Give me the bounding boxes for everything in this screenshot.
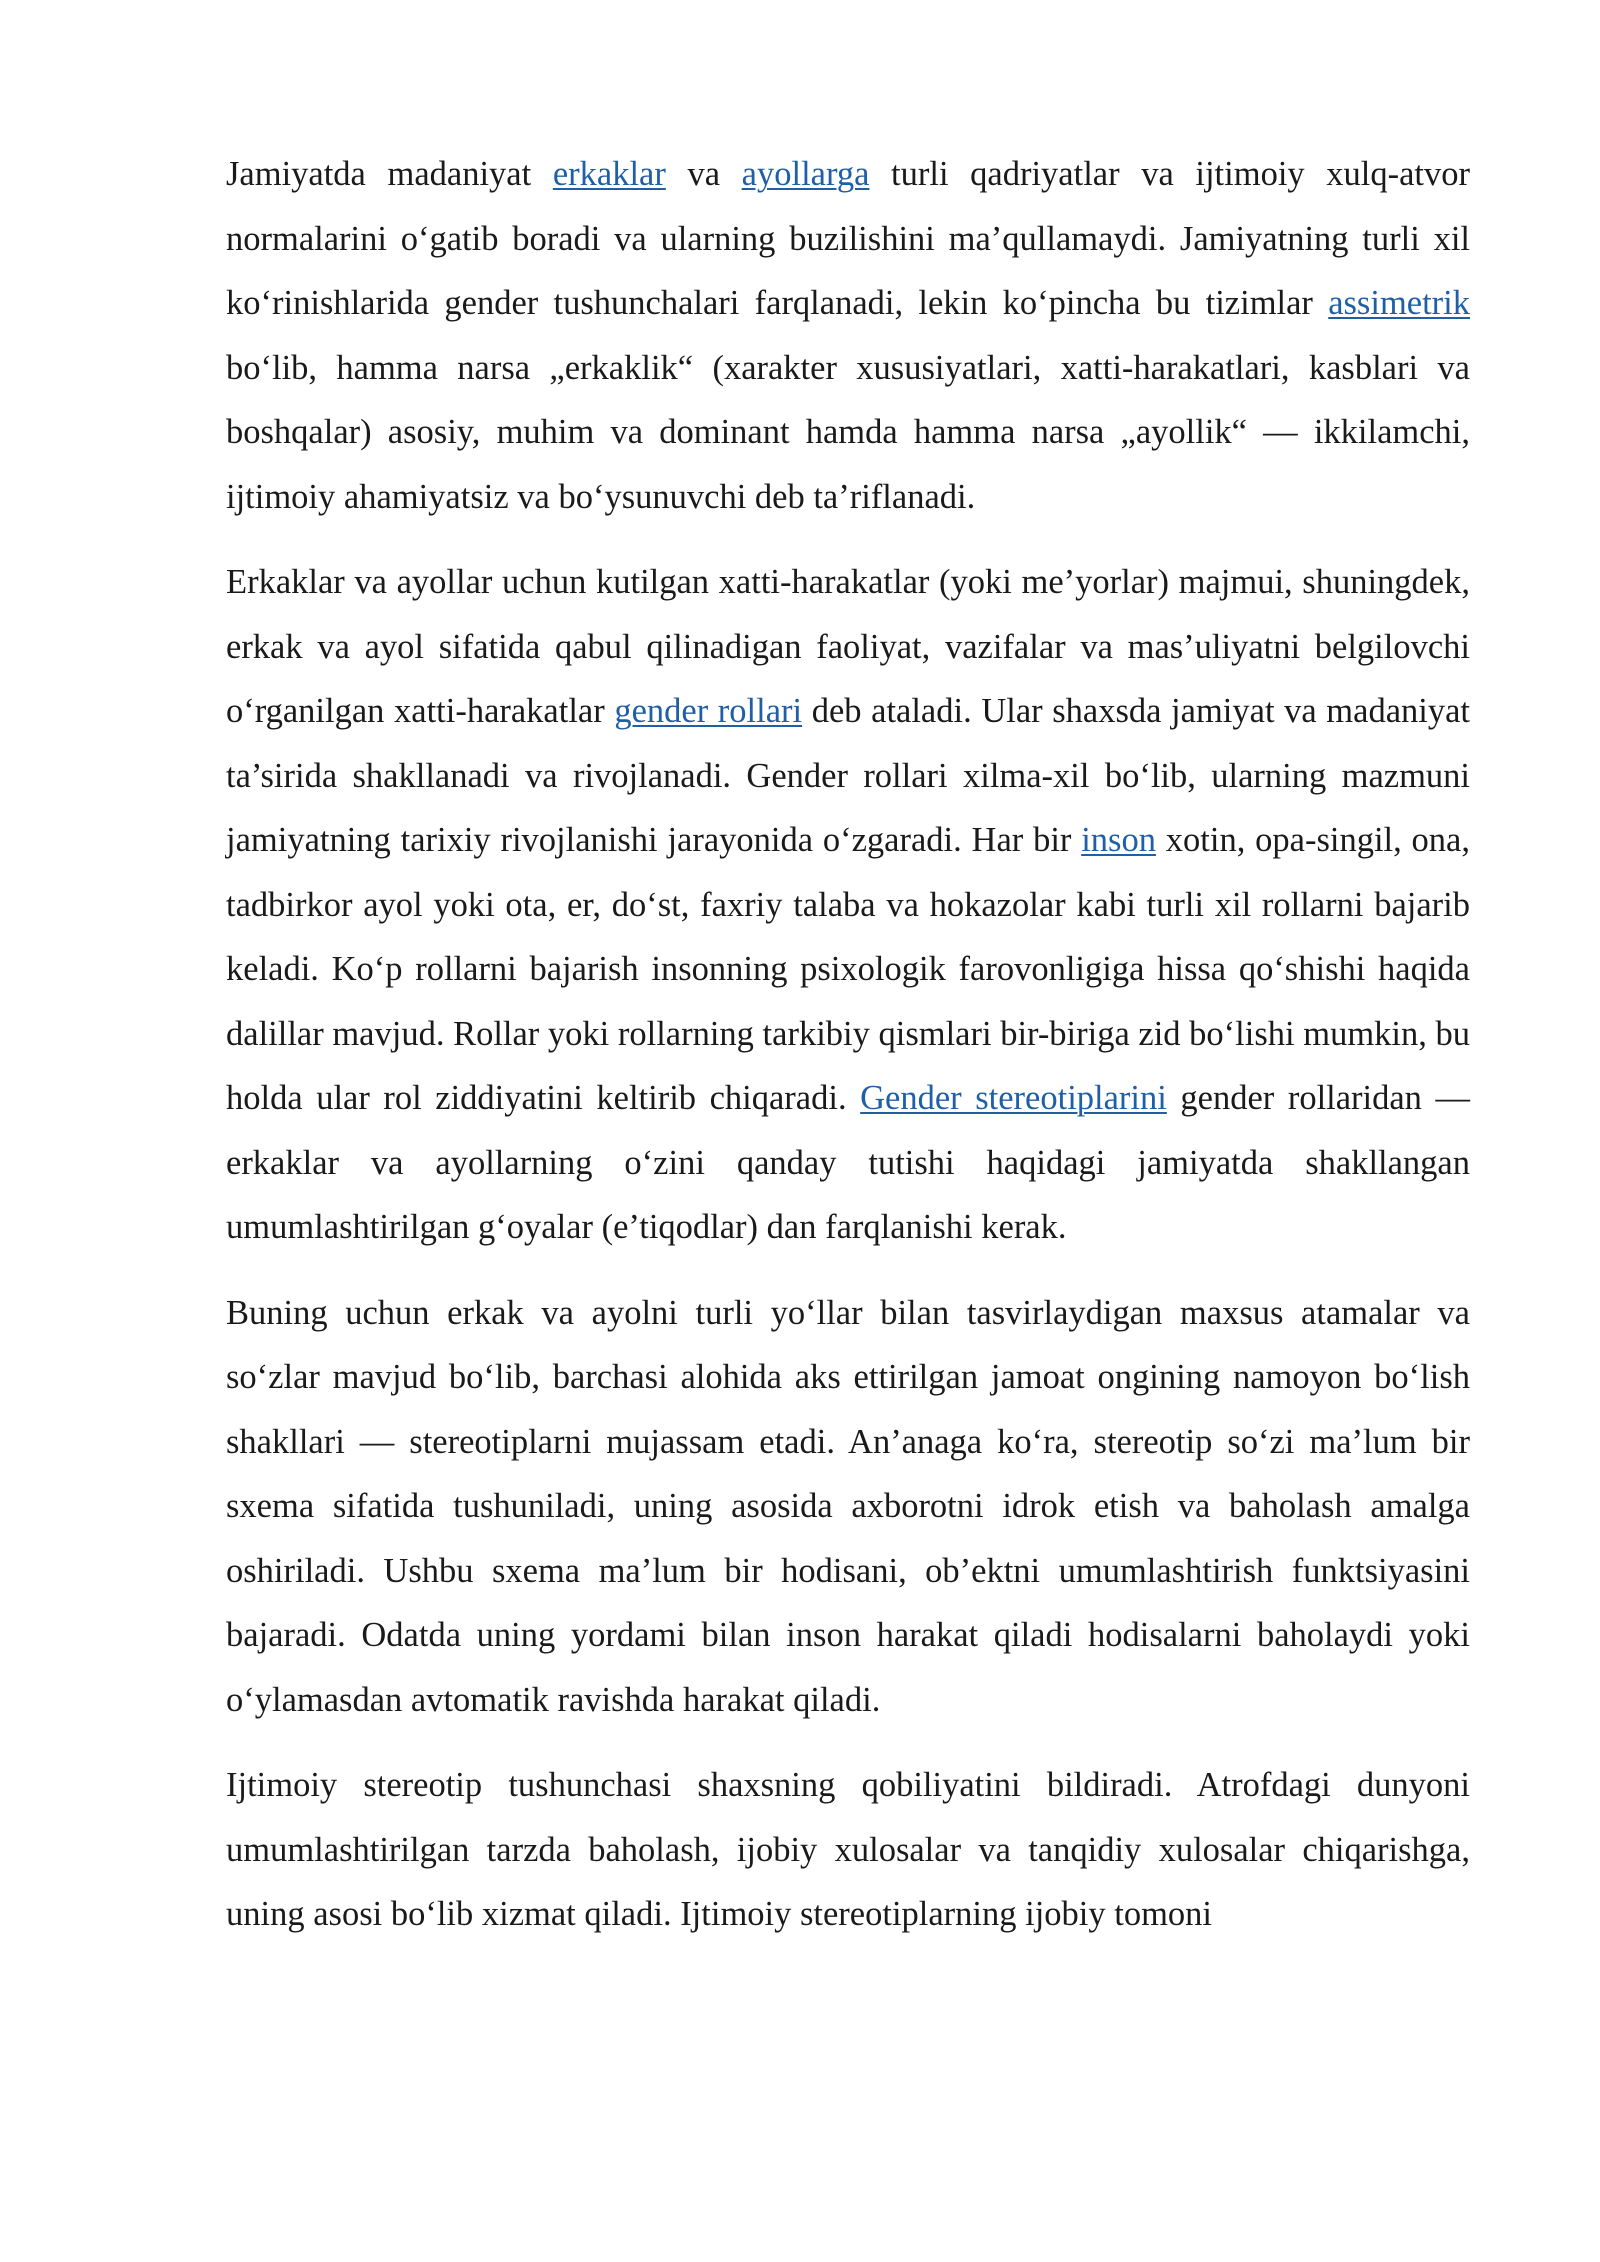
link-ayollarga[interactable]: ayollarga	[741, 155, 870, 193]
paragraph-text: va	[665, 155, 742, 193]
paragraph-text: Jamiyatda madaniyat	[226, 155, 553, 193]
paragraph-text: Erkaklar va ayollar uchun kutilgan xatti-harakatlar (yoki me’yorlar) majmui, shuningdek, erkak va ayol sifatida qabul qilinadigan faoliyat, vazifalar va mas’uliyatni belgilovchi o‘rganilgan xatti-harakatlar	[226, 563, 1470, 730]
paragraph-text: turli qadriyatlar va ijtimoiy xulq-atvor normalarini o‘gatib boradi va ularning buzilishini ma’qullamaydi. Jamiyatning turli xil ko‘rinishlarida gender tushunchalari farqlanadi, lekin ko‘pincha bu tizimlar	[226, 155, 1470, 322]
link-inson[interactable]: inson	[1081, 821, 1156, 859]
link-assimetrik[interactable]: assimetrik	[1328, 284, 1470, 322]
paragraph-text: xotin, opa-singil, ona, tadbirkor ayol yoki ota, er, do‘st, faxriy talaba va hokazolar kabi turli xil rollarni bajarib keladi. Ko‘p rollarni bajarish insonning psixologik farovonligiga hissa qo‘shishi haqida dalillar mavjud. Rollar yoki rollarning tarkibiy qismlari bir-biriga zid bo‘lishi mumkin, bu holda ular rol ziddiyatini keltirib chiqaradi.	[226, 821, 1470, 1117]
paragraph-text: Buning uchun erkak va ayolni turli yo‘llar bilan tasvirlaydigan maxsus atamalar va so‘zlar mavjud bo‘lib, barchasi alohida aks ettirilgan jamoat ongining namoyon bo‘lish shakllari — stereotiplarni mujassam etadi. An’anaga ko‘ra, stereotip so‘zi ma’lum bir sxema sifatida tushuniladi, uning asosida axborotni idrok etish va baholash amalga oshiriladi. Ushbu sxema ma’lum bir hodisani, ob’ektni umumlashtirish funktsiyasini bajaradi. Odatda uning yordami bilan inson harakat qiladi hodisalarni baholaydi yoki o‘ylamasdan avtomatik ravishda harakat qiladi.	[226, 1293, 1470, 1719]
link-gender-rollari[interactable]: gender rollari	[614, 692, 803, 730]
paragraph-4	[226, 1753, 1470, 1947]
paragraph-3	[226, 1281, 1470, 1733]
link-erkaklar[interactable]: erkaklar	[552, 155, 666, 193]
paragraph-text: gender rollaridan — erkaklar va ayollarning o‘zini qanday tutishi haqidagi jamiyatda shakllangan umumlashtirilgan g‘oyalar (e’tiqodlar) dan farqlanishi kerak.	[226, 1079, 1470, 1246]
link-gender-stereotiplarini[interactable]: Gender stereotiplarini	[860, 1079, 1167, 1117]
paragraph-2	[226, 550, 1470, 1260]
paragraph-1	[226, 142, 1470, 529]
paragraph-text: deb ataladi. Ular shaxsda jamiyat va madaniyat ta’sirida shakllanadi va rivojlanadi. Gender rollari xilma-xil bo‘lib, ularning mazmuni jamiyatning tarixiy rivojlanishi jarayonida o‘zgaradi. Har bir	[226, 692, 1470, 859]
paragraph-text: Ijtimoiy stereotip tushunchasi shaxsning qobiliyatini bildiradi. Atrofdagi dunyoni umumlashtirilgan tarzda baholash, ijobiy xulosalar va tanqidiy xulosalar chiqarishga, uning asosi bo‘lib xizmat qiladi. Ijtimoiy stereotiplarning ijobiy tomoni	[226, 1766, 1470, 1933]
paragraph-text: bo‘lib, hamma narsa „erkaklik“ (xarakter xususiyatlari, xatti-harakatlari, kasblari va boshqalar) asosiy, muhim va dominant hamda hamma narsa „ayollik“ — ikkilamchi, ijtimoiy ahamiyatsiz va bo‘ysunuvchi deb ta’riflanadi.	[226, 348, 1470, 516]
document-body	[226, 142, 1470, 1968]
